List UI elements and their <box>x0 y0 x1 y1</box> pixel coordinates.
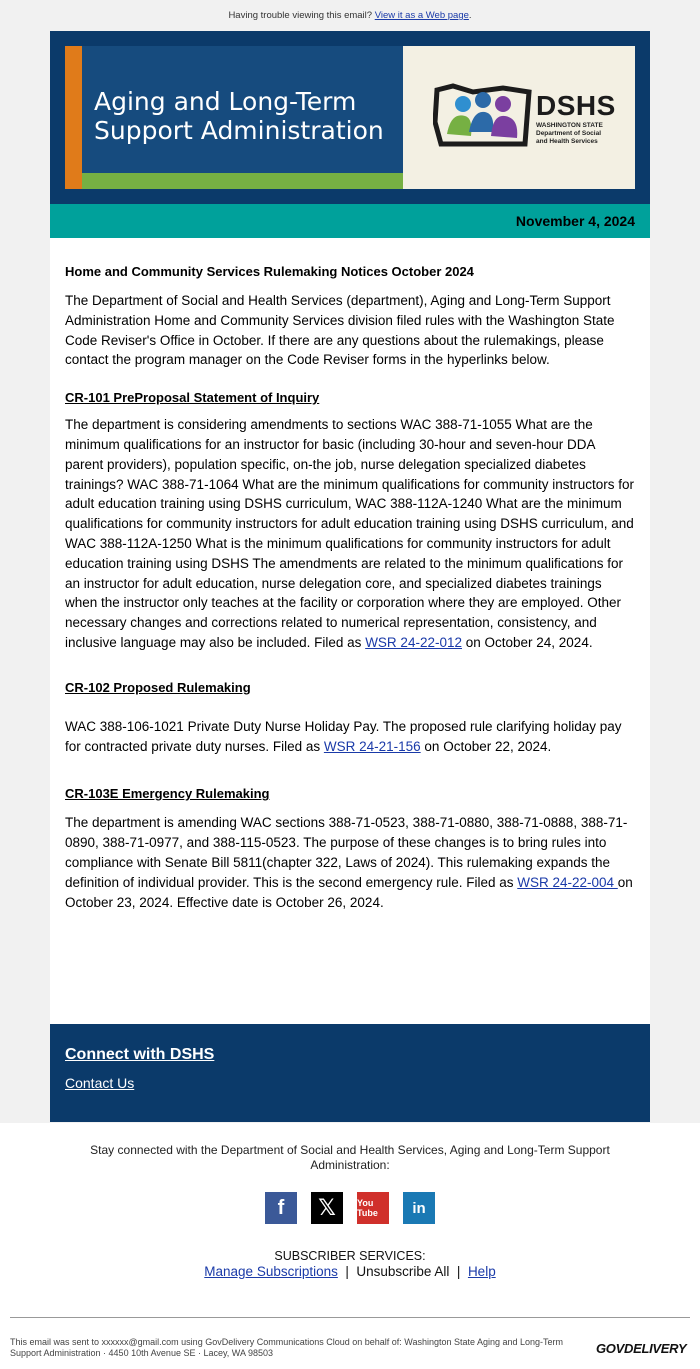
dshs-logo-subtitle <box>536 122 603 146</box>
section-cr101-title: CR-101 PreProposal Statement of Inquiry <box>65 390 320 406</box>
banner-title <box>94 87 384 145</box>
web-view-suffix: . <box>468 10 472 21</box>
web-view-text: Having trouble viewing this email? <box>228 10 375 21</box>
subscriber-links <box>0 1264 700 1279</box>
section-cr101-body <box>65 415 635 653</box>
dshs-logo-sub1: WASHINGTON STATE <box>536 122 603 129</box>
web-view-notice <box>0 10 700 21</box>
connect-title: Connect with DSHS <box>65 1046 215 1063</box>
web-view-link[interactable]: View it as a Web page <box>374 10 469 21</box>
issue-date: November 4, 2024 <box>515 213 635 229</box>
section-cr103e-text: The department is amending WAC sections 388-71-0523, 388-71-0880, 388-71-0888, 388-71-0890, 388-71-0977, and 388-115-0523. The purpose of these changes is to bring rules into compliance with Senate Bill 5811(chapter 322, Laws of 2024). This rulemaking expands the definition of individual provider. This is the second emergency rule. Filed as <box>65 815 628 890</box>
connect-section <box>50 1024 650 1122</box>
youtube-icon[interactable]: You Tube <box>357 1192 389 1224</box>
dshs-logo-panel <box>403 46 635 189</box>
main-content <box>50 238 650 1024</box>
section-cr102-text: WAC 388-106-1021 Private Duty Nurse Holiday Pay. The proposed rule clarifying holiday pay for contracted private duty nurses. Filed as <box>65 718 622 754</box>
email-footer <box>0 1123 700 1369</box>
wsr-24-21-156-link[interactable]: WSR 24-21-156 <box>323 738 421 754</box>
wsr-24-22-004-link[interactable]: WSR 24-22-004 <box>517 874 618 890</box>
dshs-logo-text: DSHS <box>536 90 616 121</box>
dshs-logo-sub2: Department of Social <box>536 130 602 137</box>
subscriber-services-label: SUBSCRIBER SERVICES: <box>274 1249 426 1263</box>
header-banner <box>50 31 650 204</box>
banner-orange-stripe <box>65 46 82 189</box>
banner-title-panel <box>65 46 403 189</box>
section-cr102-title: CR-102 Proposed Rulemaking <box>65 679 251 695</box>
footer-divider <box>10 1317 690 1318</box>
contact-us-link[interactable]: Contact Us <box>65 1075 135 1091</box>
linkedin-icon[interactable]: in <box>403 1192 435 1224</box>
section-cr101-text: The department is considering amendments to sections WAC 388-71-1055 What are the minimum qualifications for an instructor for basic (including 30-hour and seven-hour DDA parent providers), population specific, on-the job, nurse delegation specialized diabetes trainings? WAC 388-71-1064 What are the minimum qualifications for community instructors for adult education training using DSHS curriculum, WAC 388-112A-1240 What are the minimum qualifications for community instructors for adult education training using DSHS curriculum, and WAC 388-112A-1250 What is the minimum qualifications for community instructors for adult education training using DSHS The amendments are related to the minimum qualifications for an instructor for adult education, nurse delegation core, and specialized diabetes trainings when the instructor only teaches at the facility or corporation where they are employed. Other necessary changes and corrections related to numerical representation, consistency, and inclusive language may also be included. Filed as <box>65 417 634 650</box>
section-cr103e-tail: on October 23, 2024. Effective date is October 26, 2024. <box>65 874 633 910</box>
section-cr103e-title: CR-103E Emergency Rulemaking <box>65 786 270 802</box>
section-cr101-tail: on October 24, 2024. <box>461 634 593 650</box>
date-bar <box>50 204 650 238</box>
govdelivery-logo: GOVDELIVERY <box>596 1341 687 1356</box>
section-cr102-body <box>65 717 635 757</box>
link-separator: | <box>337 1264 357 1279</box>
dshs-family-logo-icon <box>433 82 533 150</box>
wsr-24-22-012-link[interactable]: WSR 24-22-012 <box>365 634 462 650</box>
banner-title-line2: Support Administration <box>94 116 384 145</box>
section-cr102-tail: on October 22, 2024. <box>420 738 552 754</box>
facebook-icon[interactable]: f <box>265 1192 297 1224</box>
banner-green-stripe <box>82 173 403 189</box>
unsubscribe-all-text[interactable]: Unsubscribe All <box>356 1264 450 1279</box>
content-heading: Home and Community Services Rulemaking Notices October 2024 <box>65 264 474 279</box>
x-twitter-icon[interactable]: 𝕏 <box>311 1192 343 1224</box>
manage-subscriptions-link[interactable]: Manage Subscriptions <box>204 1264 338 1279</box>
intro-paragraph: The Department of Social and Health Services (department), Aging and Long-Term Support Administration Home and Community Services division filed rules with the Washington State Code Reviser's Office in October. If there are any questions about the rulemakings, please contact the program manager on the Code Reviser forms in the hyperlinks below. <box>65 293 615 368</box>
link-separator: | <box>449 1264 468 1279</box>
banner-title-line1: Aging and Long-Term <box>94 87 357 116</box>
help-link[interactable]: Help <box>467 1264 496 1279</box>
stay-connected-text: Stay connected with the Department of Social and Health Services, Aging and Long-Term Support Administration: <box>90 1143 610 1172</box>
section-cr103e-body <box>65 813 635 912</box>
email-body <box>50 31 650 1122</box>
dshs-logo-sub3: and Health Services <box>536 138 598 145</box>
sent-notice: This email was sent to xxxxxx@gmail.com using GovDelivery Communications Cloud on behalf of: Washington State Aging and Long-Term Support Administration · 4450 10th Avenue SE · Lacey, WA 98503 <box>10 1337 564 1358</box>
social-links <box>0 1192 700 1224</box>
